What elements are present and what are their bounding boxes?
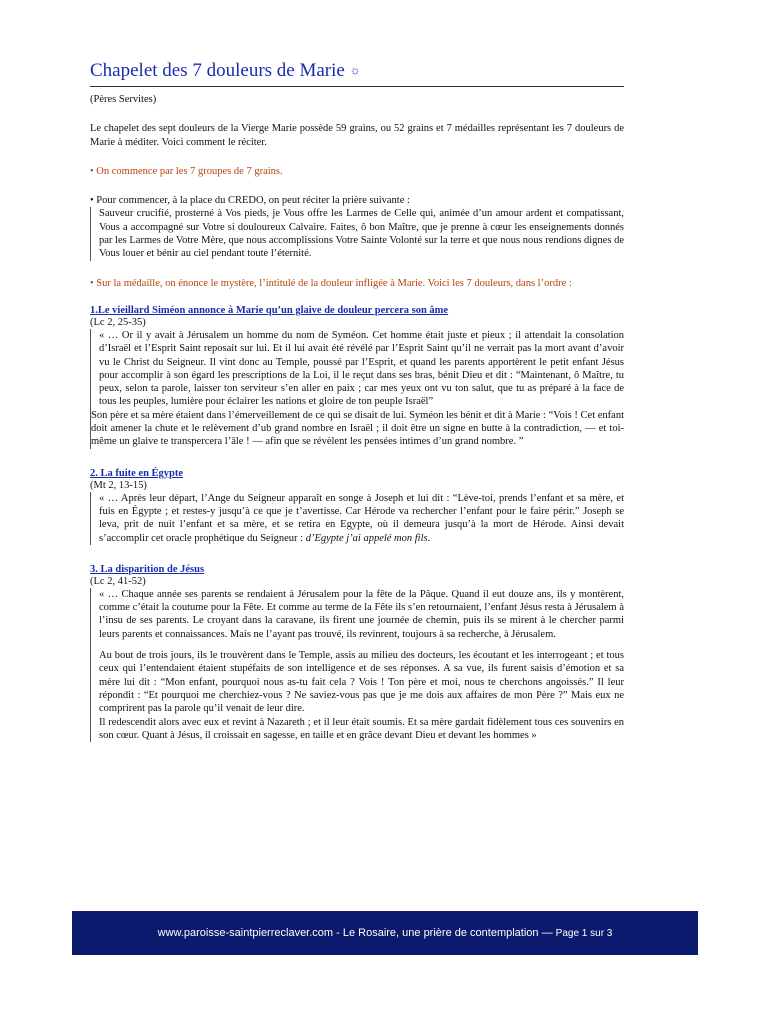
section-2-title: 2. La fuite en Égypte: [90, 467, 184, 479]
section-1-text-1: « … Or il y avait à Jérusalem un homme du nom de Syméon. Cet homme était juste et pieux ; il attendait la consolation d’Israël et l’Esprit Saint reposait sur lui. Et il lui avait été révélé par l’Esprit Saint qu’il ne verrait pas la mort avant d’avoir vu le Christ du Seigneur. Il vint donc au Temple, poussé par l’Esprit, et quand les parents apportèrent le petit enfant Jésus pour accomplir à son égard les prescriptions de la Loi, il le reçut dans ses bras, bénit Dieu et dit : “Maintenant, ô Maître, tu peux, selon ta parole, laisser ton serviteur s’en aller en paix ; car mes yeux ont vu ton salut, que tu as préparé à la face de tous les peuples, lumière pour éclairer les nations et gloire de ton peuple Israël”: [99, 329, 624, 408]
intro-paragraph: Le chapelet des sept douleurs de la Vierge Marie possède 59 grains, ou 52 grains et 7 médailles représentant les 7 douleurs de Marie à méditer. Voici comment le réciter.: [90, 123, 624, 148]
bullet-seven-groups: • On commence par les 7 groupes de 7 grains.: [90, 165, 283, 177]
prayer-text: Sauveur crucifié, prosterné à Vos pieds, je Vous offre les Larmes de Celle qui, animée d’un amour ardent et compatissant, Vous a accompagné sur Votre si douloureux Calvaire. Faites, ô bon Maître, que je prenne à cœur les enseignements donnés par les Larmes de Votre Mère, que nous accomplissions Votre Sainte Volonté sur la terre et que nous nous rendions dignes de Vous louer et bénir au ciel pendant toute l’éternité.: [99, 208, 624, 260]
document-page: [90, 58, 624, 742]
section-3-ref: (Lc 2, 41-52): [90, 575, 146, 587]
sun-ornament-icon: ☼: [349, 63, 361, 77]
section-2-quote: [90, 492, 624, 545]
section-1-quote: [90, 329, 624, 409]
section-1-ref: (Lc 2, 25-35): [90, 316, 146, 328]
prayer-quote: [90, 207, 624, 260]
section-3-quote: [90, 588, 624, 742]
section-2-text-main: « … Après leur départ, l’Ange du Seigneur apparaît en songe à Joseph et lui dit : “Lève-toi, prends l’enfant et sa mère, et fuis en Égypte ; et restes-y jusqu’à ce que je t’avertisse. Car Hérode va rechercher l’enfant pour le faire périr.” Joseph se leva, prit de nuit l’enfant et sa mère, et se retira en Egypte, où il demeura jusqu’à la mort de Hérode. Ainsi devait s’accomplir cet oracle prophétique du Seigneur :: [99, 492, 624, 544]
section-3-text-2: Au bout de trois jours, ils le trouvèrent dans le Temple, assis au milieu des docteurs, les écoutant et les interrogeant ; et tous ceux qui l’entendaient étaient stupéfaits de son intelligence et de ses réponses. A sa vue, ils furent saisis d’émotion et sa mère lui dit : “Mon enfant, pourquoi nous as-tu fait cela ? Vois ! Ton père et moi, nous te cherchons angoissés.” Il leur répondit : “Et pourquoi me cherchiez-vous ? Ne saviez-vous pas que je me dois aux affaires de mon Père ?” Mais eux ne comprirent pas la parole qu’il venait de leur dire.: [99, 650, 624, 715]
section-3-title: 3. La disparition de Jésus: [90, 563, 205, 575]
page-number: Page 1 sur 3: [555, 928, 613, 939]
page-footer: [72, 911, 698, 955]
section-3-text-3: Il redescendit alors avec eux et revint à Nazareth ; et il leur était soumis. Et sa mère gardait fidèlement tous ces souvenirs en son cœur. Quant à Jésus, il croissait en sagesse, en taille et en grâce devant Dieu et devant les hommes »: [99, 716, 624, 741]
page-title: [90, 60, 361, 81]
title-bar: [90, 58, 624, 87]
section-1-title: 1.Le vieillard Siméon annonce à Marie qu’un glaive de douleur percera son âme: [90, 304, 449, 316]
bullet-medal: • Sur la médaille, on énonce le mystère, l’intitulé de la douleur infligée à Marie. Voici les 7 douleurs, dans l’ordre :: [90, 277, 572, 289]
title-text: Chapelet des 7 douleurs de Marie: [90, 60, 345, 81]
footer-text: www.paroisse-saintpierreclaver.com - Le Rosaire, une prière de contemplation —: [157, 927, 553, 939]
section-2-text: « … Après leur départ, l’Ange du Seigneur apparaît en songe à Joseph et lui dit : “Lève-toi, prends l’enfant et sa mère, et fuis en Égypte ; et restes-y jusqu’à ce que je t’avertisse. Car Hérode va rechercher l’enfant pour le faire périr.” Joseph se leva, prit de nuit l’enfant et sa mère, et se retira en Egypte, où il demeura jusqu’à la mort de Hérode. Ainsi devait s’accomplir cet oracle prophétique du Seigneur : d’Egypte j’ai appelé mon fils.: [99, 492, 624, 544]
section-2-text-italic: d’Egypte j’ai appelé mon fils: [305, 532, 428, 544]
section-2-ref: (Mt 2, 13-15): [90, 479, 147, 491]
section-3-text-1: « … Chaque année ses parents se rendaient à Jérusalem pour la fête de la Pâque. Quand il eut douze ans, ils y montèrent, comme c’était la coutume pour la Fête. Et comme au terme de la Fête ils s’en retournaient, l’enfant Jésus resta à Jérusalem à l’insu de ses parents. Le croyant dans la caravane, ils firent une journée de chemin, puis ils se mirent à le chercher parmi leurs parents et connaissances. Mais ne l’ayant pas trouvé, ils revinrent, toujours à sa recherche, à Jérusalem.: [99, 588, 624, 640]
bullet-credo: • Pour commencer, à la place du CREDO, on peut réciter la prière suivante :: [90, 195, 410, 207]
section-1-text-2: Son père et sa mère étaient dans l’émerveillement de ce qui se disait de lui. Syméon les bénit et dit à Marie : “Vois ! Cet enfant doit amener la chute et le relèvement d’ub grand nombre en Israël ; il doit être un signe en butte à la contradiction, — et toi-même un glaive te transpercera l’âle ! — afin que se révèlent les pensées intimes d’un grand nombre. ”: [91, 409, 624, 448]
subtitle: (Pères Servites): [90, 94, 157, 105]
